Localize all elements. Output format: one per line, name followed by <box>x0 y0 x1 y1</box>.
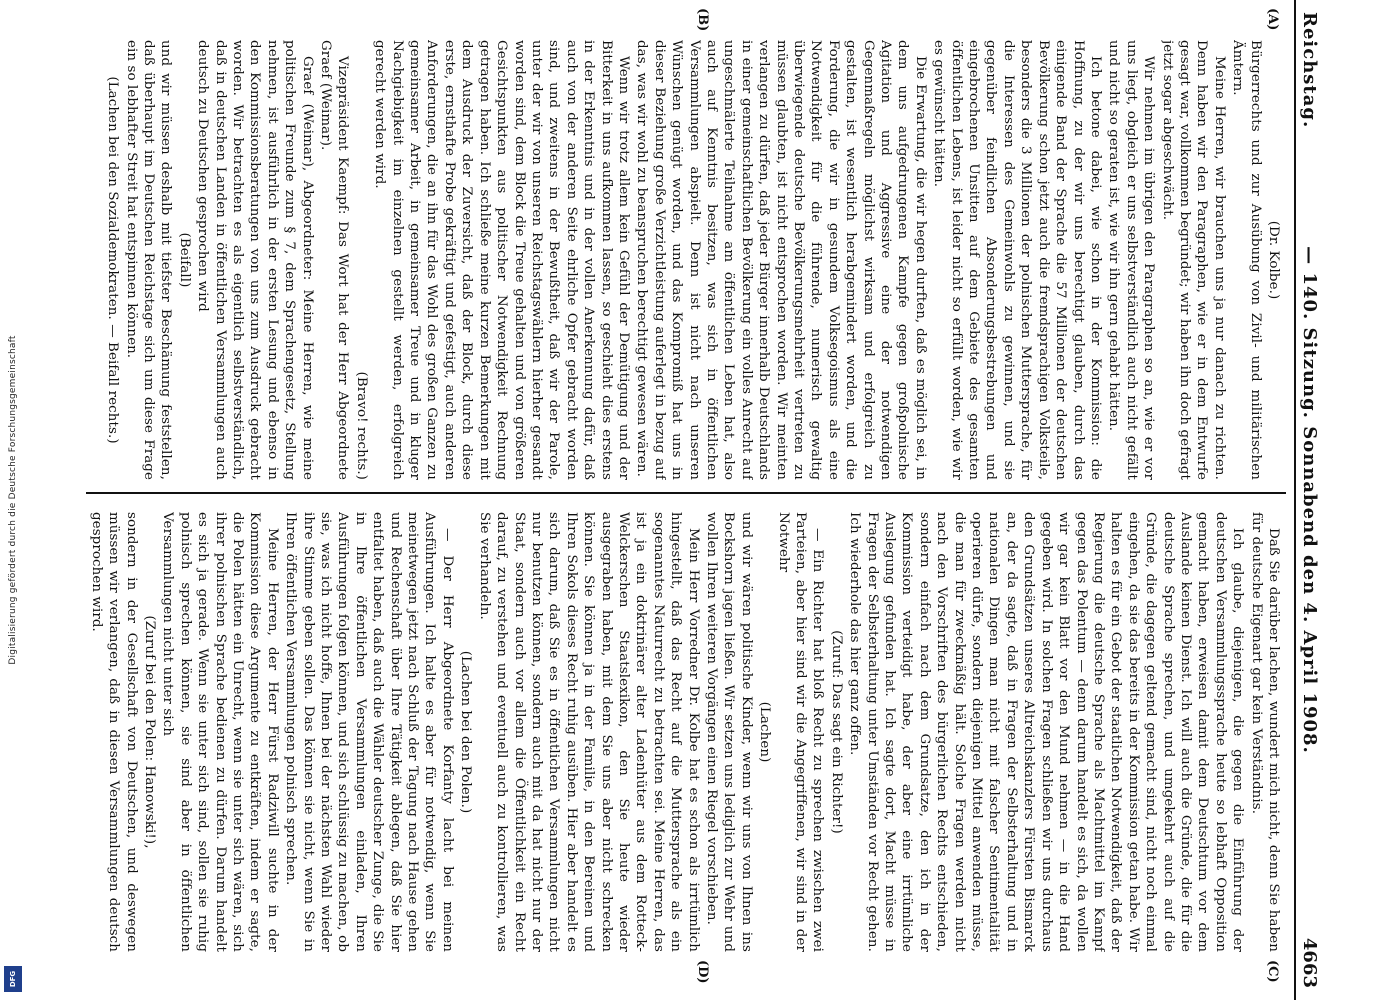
paragraph: Ich glaube, diejenigen, die gegen die Einführung der deutschen Versammlungssprache heute so lebhaft Opposition gemacht haben, erweisen damit dem Deutschtum vor dem Auslande keinen Dienst. Ich will auch die Gründe, die für die deutsche Sprache sprechen, und umgekehrt auch auf die Gründe, die dagegen geltend gemacht sind, nicht noch einmal eingehen, da sie das bereits in der Kommission getan habe. Wir halten es für ein Gebot der staatlichen Notwendigkeit, daß der Regierung die deutsche Sprache als Machtmittel im Kampf gegen das Polentum — denn darum handelt es sich, da wollen wir gar kein Blatt vor den Mund nehmen — in die Hand gegeben wird. In solchen Fragen schließen wir uns durchaus den Grundsätzen unseres Altreichskanzlers Fürsten Bismarck an, der da sagte, daß in Fragen der Selbsterhaltung und in nationalen Dingen man nicht mit falscher Sentimentalität operieren dürfe, sondern diejenigen Mittel anwenden müsse, die man für zweckmäßig hält. Solche Fragen werden nicht nach den Vorschriften des bürgerlichen Rechts entschieden, sondern einfach nach dem Grundsatze, den ich in der Kommission verteidigt habe, der aber eine irrtümliche Auslegung gefunden hat. Ich sagte dort, Macht müsse in Fragen der Selbsterhaltung unter Umständen vor Recht gehen. Ich wiederhole das hier ganz offen. <box>847 512 1246 952</box>
digitization-credit <box>0 0 26 1000</box>
paragraph: — Ein Richter hat bloß Recht zu sprechen zwischen zwei Parteien, aber hier sind wir die Angegriffenen, wir sind in der Notwehr <box>775 512 826 952</box>
paragraph: Meine Herren, wir brauchen uns ja nur danach zu richten. Denn haben wir den Paragraphen, wie er in dem Entwurfe gesagt war, vollkommen begründet; wir haben ihn doch gefragt jetzt sogar abgeschwächt. <box>1159 40 1227 480</box>
paragraph: und wir wären politische Kinder, wenn wir uns von Ihnen ins Bockshorn jagen ließen. Wir setzen uns lediglich zur Wehr und wollen Ihren weiteren Vorgängen einen Riegel vorschieben. <box>704 512 754 952</box>
paragraph: Meine Herren, der Herr Fürst Radziwill suchte in der Kommission diese Argumente zu entkräften, indem er sagte, die Polen hätten ein Unrecht, wenn sie unter sich wären, sich ihrer polnischen Sprache bedienen zu dürfen. Darum handelt es sich ja gerade. Wenn sie unter sich sind, sollen sie ruhig polnisch sprechen können, sie sind aber in öffentlichen Versammlungen nicht unter sich <box>160 512 280 952</box>
applause-note: (Beifall) <box>176 232 192 288</box>
header-page-number: 4663 <box>1299 937 1320 988</box>
applause-note: (Lachen bei den Sozialdemokraten. — Beifall rechts.) <box>105 76 121 444</box>
graef-speech: Graef (Weimar), Abgeordneter: Meine Herren, wie meine politischen Freunde zum § 7, dem Sprachengesetz, Stellung nehmen, ist ausführlich in der ersten Lesung und ebenso in den Kommissionsberatungen von uns zum Ausdruck gebracht worden. Wir betrachten es als eigentlich selbstverständlich, daß in deutschen Landen in öffentlichen Versammlungen auch deutsch zu Deutschen gesprochen wird <box>195 40 315 480</box>
president-statement: Vizepräsident Kaempf: Das Wort hat der Herr Abgeordnete Graef (Weimar). <box>318 40 351 480</box>
header-publication: Reichstag. <box>1299 12 1320 129</box>
dfg-logo <box>4 966 22 992</box>
page-header <box>1294 0 1322 1000</box>
paragraph: Bürgerrechts und zur Ausübung von Zivil- und militärischen Ämtern. <box>1230 40 1263 480</box>
paragraph: — Der Herr Abgeordnete Korfanty lacht bei meinen Ausführungen. Ich halte es aber für notwendig, wenn Sie meinetwegen jetzt nach Schluß der Tagung nach Hause gehen und Rechenschaft über Ihre Tätigkeit ablegen, daß Sie hier entfaltet haben, daß auch die Wähler deutscher Zunge, die Sie in Ihre öffentlichen Versammlungen einladen, Ihren Ausführungen folgen können, und sich schlüssig zu machen, ob sie, was ich nicht hoffe, Ihnen bei der nächsten Wahl wieder ihre Stimme geben sollen. Das können sie nicht, wenn Sie in Ihren öffentlichen Versammlungen polnisch sprechen. <box>283 512 455 952</box>
interjection: (Lachen bei den Polen.) <box>458 650 474 814</box>
dfg-logo-text: DFG <box>9 970 17 988</box>
paragraph: Wenn wir trotz allem kein Gefühl der Demütigung und der Bitterkeit in uns aufkommen lassen, so geschieht dies erstens in der Erkenntnis und in der vollen Anerkennung dafür, daß auch von der anderen Seite ehrliche Opfer gebracht worden sind, und zweitens in der Bewußtheit, daß wir der Parole, unter der wir von unseren Reichstagswählern hierher gesandt worden sind, dem Block die Treue gehalten und von größeren Gesichtspunkten aus politischer Notwendigkeit Rechnung getragen haben. Ich schließe meine kurzen Bemerkungen mit dem Ausdruck der Zuversicht, daß der Block, durch diese erste, ernsthafte Probe gekräftigt und gefestigt, auch anderen Anforderungen, die an ihn für das Wohl des großen Ganzen zu gemeinsamer Arbeit, in gemeinsamer Treue und in kluger Nachgiebigkeit im einzelnen gestellt werden, erfolgreich gerecht werden wird. <box>372 40 631 480</box>
paragraph: Ich betone dabei, wie schon in der Kommission: die Hoffnung, zu der wir uns berechtigt glauben, durch das einigende Band der Sprache die 57 Millionen der deutschen Bevölkerung schon jetzt auch die fremdsprachigen Volksteile, besonders die 3 Millionen der polnischen Muttersprache, für die Interessen des Gemeinwohls zu gewinnen, und sie gegenüber feindlichen Absonderungsbestrebungen und eingebrochenen Unsitten auf dem Gebiete des gesamten öffentlichen Lebens, ist leider nicht so erfüllt worden, wie wir es gewünscht hätten. <box>931 40 1103 480</box>
paragraph: sondern in der Gesellschaft von Deutschen, und deswegen müssen wir verlangen, daß in diesen Versammlungen deutsch gesprochen wird. <box>88 512 139 952</box>
applause-note: (Bravo! rechts.) <box>353 371 369 480</box>
interjection: (Lachen) <box>757 701 773 763</box>
left-column <box>82 40 1282 480</box>
column-rule <box>86 492 1286 494</box>
document-page <box>50 0 1330 1000</box>
margin-mark-d: (D) <box>695 960 710 984</box>
paragraph: Daß Sie darüber lachen, wundert mich nicht, denn Sie haben für deutsche Eigenart gar kein Verständnis. <box>1248 512 1281 952</box>
margin-mark-a: (A) <box>1265 8 1280 31</box>
interjection: (Zuruf: Das sagt ein Richter!) <box>828 630 844 834</box>
margin-mark-c: (C) <box>1265 960 1280 983</box>
paragraph: Wir nehmen im übrigen den Paragraphen so an, wie er vor uns liegt, obgleich er uns selbstverständlich auch nicht gefällt und nicht so geraten ist, wie wir ihn gern gehabt hätten. <box>1106 40 1157 480</box>
speaker-reference: (Dr. Kolbe.) <box>1266 220 1281 300</box>
margin-mark-b: (B) <box>695 8 710 32</box>
credit-text: Digitalisierung gefördert durch die Deutsche Forschungsgemeinschaft <box>8 335 18 665</box>
right-column <box>82 512 1282 952</box>
interjection: (Zuruf bei den Polen: Hanowski!), <box>142 615 157 849</box>
paragraph: Die Erwartung, die wir hegen durften, daß es möglich sei, in dem uns aufgedrungenen Kampfe gegen großpolnische Agitation und Aggressive eine der notwendigen Gegenmaßregeln möglichst wirksam und erfolgreich zu gestalten, ist wesentlich herabgemindert worden, und die Forderung, die wir in gesundem Volksegoismus als eine Notwendigkeit für die führende, numerisch gewaltig überwiegende deutsche Bevölkerungsmehrheit vertreten zu müssen glaubten, ist nicht entsprochen worden. Wir meinten verlangen zu dürfen, daß jeder Bürger innerhalb Deutschlands in einer gemeinschaftlichen Bevölkerung ein volles Anrecht auf ungeschmälerte Teilnahme am öffentlichen Leben hat, also auch auf Kenntnis besitzen, was sich in öffentlichen Versammlungen abspielt. Denn ist nicht nach unseren Wünschen genügt worden, und das Kompromiß hat uns in dieser Beziehung große Verzichtleistung auferlegt in bezug auf das, was wir wohl zu beanspruchen berechtigt gewesen wären. <box>634 40 928 480</box>
paragraph: und wir müssen deshalb mit tiefster Beschämung feststellen, daß überhaupt im Deutschen Reichstage sich um diese Frage ein so lebhafter Streit hat entspinnen können. <box>123 40 174 480</box>
header-session: — 140. Sitzung. Sonnabend den 4. April 1908. <box>1299 246 1320 754</box>
paragraph: Mein Herr Vorredner Dr. Kolbe hat es schon als irrtümlich hingestellt, daß das Recht auf die Muttersprache als ein sogenanntes Naturrecht zu betrachten sei. Meine Herren, das ist ja ein doktrinärer alter Ladenhüter aus dem Rotteck-Welckerschen Staatslexikon, den Sie heute wieder ausgegraben haben, mit dem Sie uns aber nicht schrecken können. Sie können ja in der Familie, in den Bereinen und Ihren Sokols dieses Recht ruhig ausüben. Hier aber handelt es sich darum, daß Sie es in öffentlichen Versammlungen nicht nur benutzen können, sondern auch mit da hat nicht nur der Staat, sondern auch vor allem die Öffentlichkeit ein Recht darauf, zu verstehen und eventuell auch zu kontrollieren, was Sie verhandeln. <box>476 512 701 952</box>
